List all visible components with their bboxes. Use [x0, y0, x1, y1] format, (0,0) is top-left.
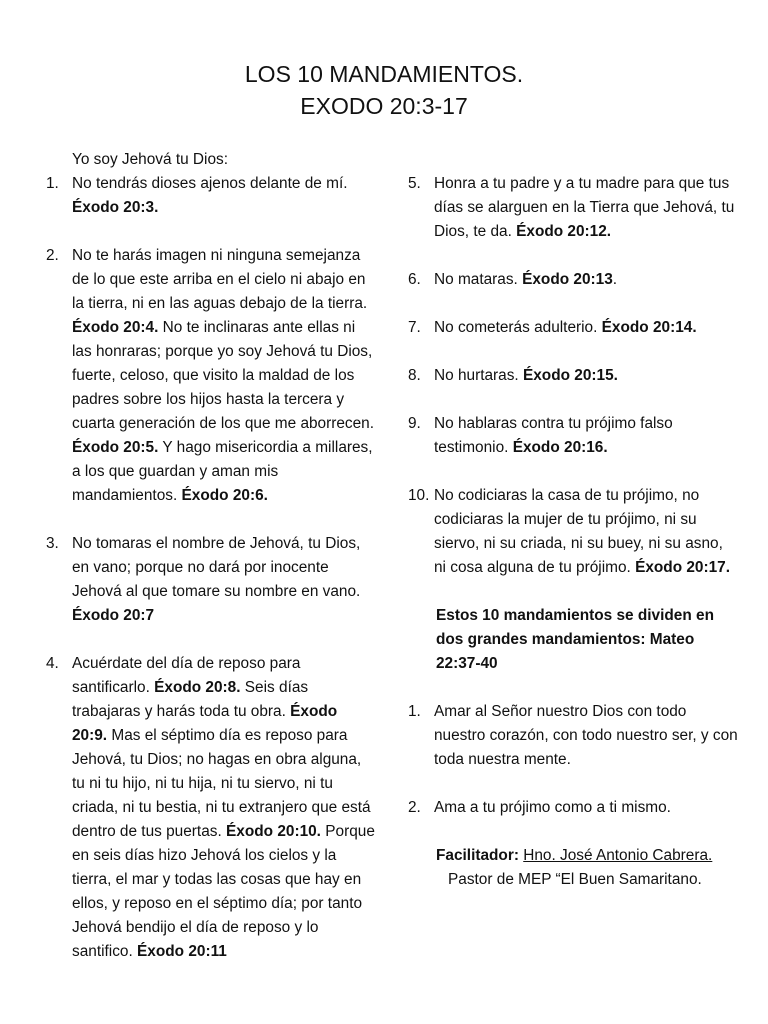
item-text	[434, 271, 617, 288]
title-line-1: LOS 10 MANDAMIENTOS.	[244, 61, 524, 87]
list-item	[46, 532, 376, 628]
scripture-reference: Éxodo 20:17.	[635, 559, 731, 576]
item-number: 4.	[46, 655, 59, 672]
commandment-text: .	[612, 271, 618, 288]
commandment-text: No tomaras el nombre de Jehová, tu Dios, en vano; porque no dará por inocente Jehová al que tomare su nombre en vano.	[72, 535, 361, 600]
item-number: 1.	[408, 703, 421, 720]
scripture-reference: Éxodo 20:8.	[154, 679, 241, 696]
commandment-text: No tendrás dioses ajenos delante de mí.	[72, 175, 348, 192]
commandment-text: Acuérdate del día de reposo para santificarlo.	[72, 655, 301, 696]
list-item	[408, 268, 738, 292]
scripture-reference: Éxodo 20:7	[72, 607, 155, 624]
scripture-reference: Éxodo 20:9.	[72, 703, 338, 744]
title-line-2: EXODO 20:3-17	[300, 93, 468, 119]
list-item	[408, 364, 738, 388]
item-text	[434, 319, 697, 336]
commandment-text: Seis días trabajaras y harás toda tu obra.	[72, 679, 309, 720]
commandment-text: Honra a tu padre y a tu madre para que tus días se alarguen en la Tierra que Jehová, tu Dios, te da.	[434, 175, 735, 240]
list-item	[46, 652, 376, 964]
scripture-reference: Éxodo 20:5.	[72, 439, 159, 456]
summary-note: Estos 10 mandamientos se dividen en dos grandes mandamientos: Mateo 22:37-40	[436, 607, 714, 672]
item-text	[434, 487, 730, 576]
scripture-reference: Éxodo 20:14.	[601, 319, 697, 336]
commandment-text: No mataras.	[434, 271, 523, 288]
commandment-text: No cometerás adulterio.	[434, 319, 602, 336]
list-item	[46, 244, 376, 508]
commandment-text: Porque en seis días hizo Jehová los cielos y la tierra, el mar y todas las cosas que hay en ellos, y reposo en el séptimo día; por tanto Jehová bendijo el día de reposo y lo santifico.	[72, 823, 375, 960]
scripture-reference: Éxodo 20:3.	[72, 199, 159, 216]
commandment-text: Y hago misericordia a millares, a los que guardan y aman mis mandamientos.	[72, 439, 373, 504]
list-item	[408, 484, 738, 580]
facilitator-label: Facilitador:	[436, 847, 519, 864]
commandment-text: No te inclinaras ante ellas ni las honraras; porque yo soy Jehová tu Dios, fuerte, celoso, que visito la maldad de los padres sobre los hijos hasta la tercera y cuarta generación de los que me aborrecen.	[72, 319, 375, 432]
item-number: 2.	[408, 799, 421, 816]
commandment-text: No hablaras contra tu prójimo falso testimonio.	[434, 415, 673, 456]
scripture-reference: Éxodo 20:4.	[72, 319, 159, 336]
scripture-reference: Éxodo 20:10.	[226, 823, 321, 840]
scripture-reference: Éxodo 20:15.	[522, 367, 618, 384]
great-commandments-list	[408, 700, 738, 820]
item-text: Amar al Señor nuestro Dios con todo nuestro corazón, con todo nuestro ser, y con toda nuestra mente.	[434, 703, 738, 768]
list-item	[408, 412, 738, 460]
list-item	[408, 172, 738, 244]
intro-text: Yo soy Jehová tu Dios:	[72, 151, 228, 168]
commandment-text: No hurtaras.	[434, 367, 523, 384]
scripture-reference: Éxodo 20:6.	[181, 487, 268, 504]
item-number: 2.	[46, 247, 59, 264]
item-text	[434, 175, 734, 240]
commandment-text: No te harás imagen ni ninguna semejanza de lo que este arriba en el cielo ni abajo en la tierra, ni en las aguas debajo de la tierra.	[72, 247, 368, 312]
list-item	[408, 316, 738, 340]
item-text	[72, 535, 360, 624]
scripture-reference: Éxodo 20:13	[522, 271, 613, 288]
commandment-text: Mas el séptimo día es reposo para Jehová, tu Dios; no hagas en obra alguna, tu ni tu hijo, ni tu hija, ni tu siervo, ni tu criada, ni tu bestia, ni tu extranjero que está dentro de tus puertas.	[72, 727, 371, 840]
item-number: 7.	[408, 319, 421, 336]
item-number: 6.	[408, 271, 421, 288]
commandments-list-right	[408, 172, 738, 580]
document-title	[0, 58, 768, 122]
right-column	[408, 172, 738, 892]
item-text	[72, 175, 348, 216]
item-number: 10.	[408, 487, 430, 504]
item-number: 9.	[408, 415, 421, 432]
item-text	[72, 247, 374, 504]
item-number: 3.	[46, 535, 59, 552]
list-item	[46, 172, 376, 220]
item-text: Ama a tu prójimo como a ti mismo.	[434, 799, 671, 816]
scripture-reference: Éxodo 20:11	[137, 943, 227, 960]
item-text	[434, 415, 673, 456]
list-item	[408, 796, 738, 820]
scripture-reference: Éxodo 20:12.	[516, 223, 612, 240]
commandment-text: No codiciaras la casa de tu prójimo, no codiciaras la mujer de tu prójimo, ni su siervo, ni su criada, ni su buey, ni su asno, ni cosa alguna de tu prójimo.	[434, 487, 723, 576]
commandments-list-left	[46, 172, 376, 964]
facilitator-name: Hno. José Antonio Cabrera.	[523, 847, 713, 864]
item-number: 1.	[46, 175, 59, 192]
facilitator-line	[408, 844, 738, 868]
list-item	[408, 700, 738, 772]
pastor-line: Pastor de MEP “El Buen Samaritano.	[448, 871, 702, 888]
item-text	[434, 367, 618, 384]
item-number: 8.	[408, 367, 421, 384]
item-text	[72, 655, 375, 960]
left-column	[46, 148, 376, 988]
item-number: 5.	[408, 175, 421, 192]
scripture-reference: Éxodo 20:16.	[512, 439, 608, 456]
